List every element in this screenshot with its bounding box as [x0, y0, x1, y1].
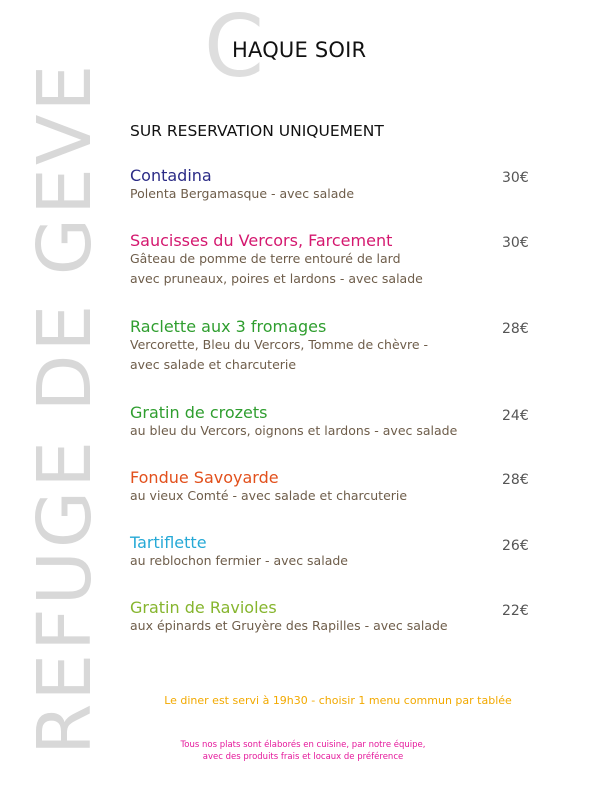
menu-item-price: 26€ [502, 538, 529, 554]
footer-line: Tous nos plats sont élaborés en cuisine, par notre équipe, [180, 740, 426, 750]
menu-item-crozets [130, 403, 530, 439]
menu-item-price: 28€ [502, 321, 529, 337]
menu-item-ravioles [130, 598, 530, 634]
menu-item-name: Saucisses du Vercors, Farcement [130, 231, 393, 250]
menu-item-name: Contadina [130, 166, 212, 185]
decorative-initial: C [204, 0, 265, 97]
menu-item-price: 30€ [502, 235, 529, 251]
menu-item-raclette [130, 317, 530, 377]
reservation-subtitle: SUR RESERVATION UNIQUEMENT [130, 122, 384, 140]
menu-item-desc: au vieux Comté - avec salade et charcuterie [130, 488, 408, 503]
menu-item-name: Gratin de crozets [130, 403, 268, 422]
footer-note [0, 739, 606, 763]
menu-item-desc: aux épinards et Gruyère des Rapilles - avec salade [130, 618, 448, 633]
menu-item-tartiflette [130, 533, 530, 569]
menu-item-desc: au bleu du Vercors, oignons et lardons - avec salade [130, 423, 458, 438]
menu-item-saucisses [130, 231, 530, 291]
menu-item-desc: Gâteau de pomme de terre entouré de lard [130, 251, 401, 266]
menu-item-desc: avec salade et charcuterie [130, 357, 297, 372]
page-title: HAQUE SOIR [232, 38, 367, 62]
menu-item-desc: avec pruneaux, poires et lardons - avec salade [130, 271, 423, 286]
menu-item-desc: Polenta Bergamasque - avec salade [130, 186, 355, 201]
menu-item-price: 22€ [502, 603, 529, 619]
menu-item-price: 28€ [502, 472, 529, 488]
menu-item-name: Gratin de Ravioles [130, 598, 277, 617]
footer-line: avec des produits frais et locaux de préférence [202, 752, 404, 762]
menu-item-price: 30€ [502, 170, 529, 186]
menu-item-name: Raclette aux 3 fromages [130, 317, 327, 336]
menu-item-desc: au reblochon fermier - avec salade [130, 553, 348, 568]
menu-item-name: Fondue Savoyarde [130, 468, 279, 487]
vertical-restaurant-name: REFUGE DE GEVE [22, 61, 108, 755]
dinner-time-note: Le diner est servi à 19h30 - choisir 1 menu commun par tablée [164, 694, 512, 707]
menu-item-price: 24€ [502, 408, 529, 424]
menu-item-contadina [130, 166, 530, 202]
menu-item-name: Tartiflette [130, 533, 207, 552]
menu-item-desc: Vercorette, Bleu du Vercors, Tomme de chèvre - [130, 337, 429, 352]
menu-item-fondue [130, 468, 530, 504]
